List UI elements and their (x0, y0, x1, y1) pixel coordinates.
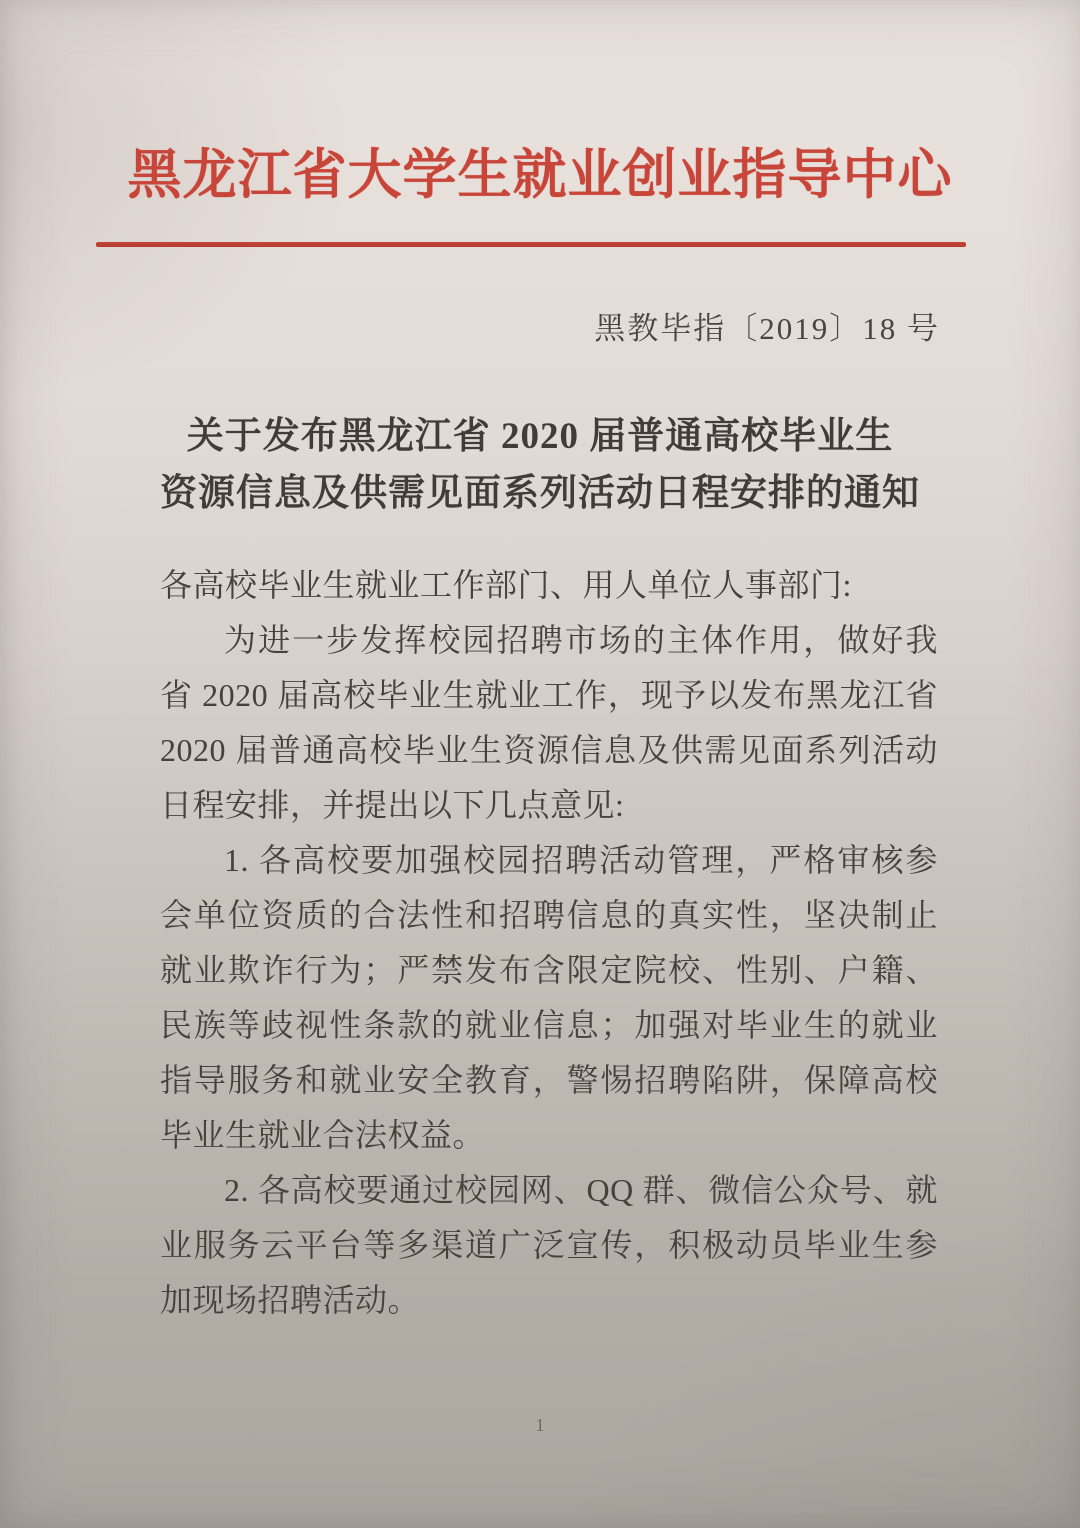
document-body (160, 558, 938, 1328)
letterhead-org-name: 黑龙江省大学生就业创业指导中心 (127, 145, 953, 205)
document-title-line2: 资源信息及供需见面系列活动日程安排的通知 (160, 473, 920, 514)
document-number: 黑教毕指〔2019〕18 号 (594, 311, 940, 346)
page-number: 1 (535, 1415, 545, 1435)
document-title-line1: 关于发布黑龙江省 2020 届普通高校毕业生 (186, 416, 894, 457)
body-paragraph-2: 1. 各高校要加强校园招聘活动管理，严格审核参会单位资质的合法性和招聘信息的真实性，坚决制止就业欺诈行为；严禁发布含限定院校、性别、户籍、民族等歧视性条款的就业信息；加强对毕业生的就业指导服务和就业安全教育，警惕招聘陷阱，保障高校毕业生就业合法权益。 (160, 842, 938, 1153)
letterhead-divider (96, 242, 966, 247)
body-paragraph-1: 为进一步发挥校园招聘市场的主体作用，做好我省 2020 届高校毕业生就业工作，现予以发布黑龙江省 2020 届普通高校毕业生资源信息及供需见面系列活动日程安排，并提出以下几点意见: (160, 622, 938, 823)
body-paragraph-3: 2. 各高校要通过校园网、QQ 群、微信公众号、就业服务云平台等多渠道广泛宣传，积极动员毕业生参加现场招聘活动。 (160, 1172, 938, 1318)
document-title (0, 408, 1080, 522)
salutation: 各高校毕业生就业工作部门、用人单位人事部门: (160, 567, 852, 603)
